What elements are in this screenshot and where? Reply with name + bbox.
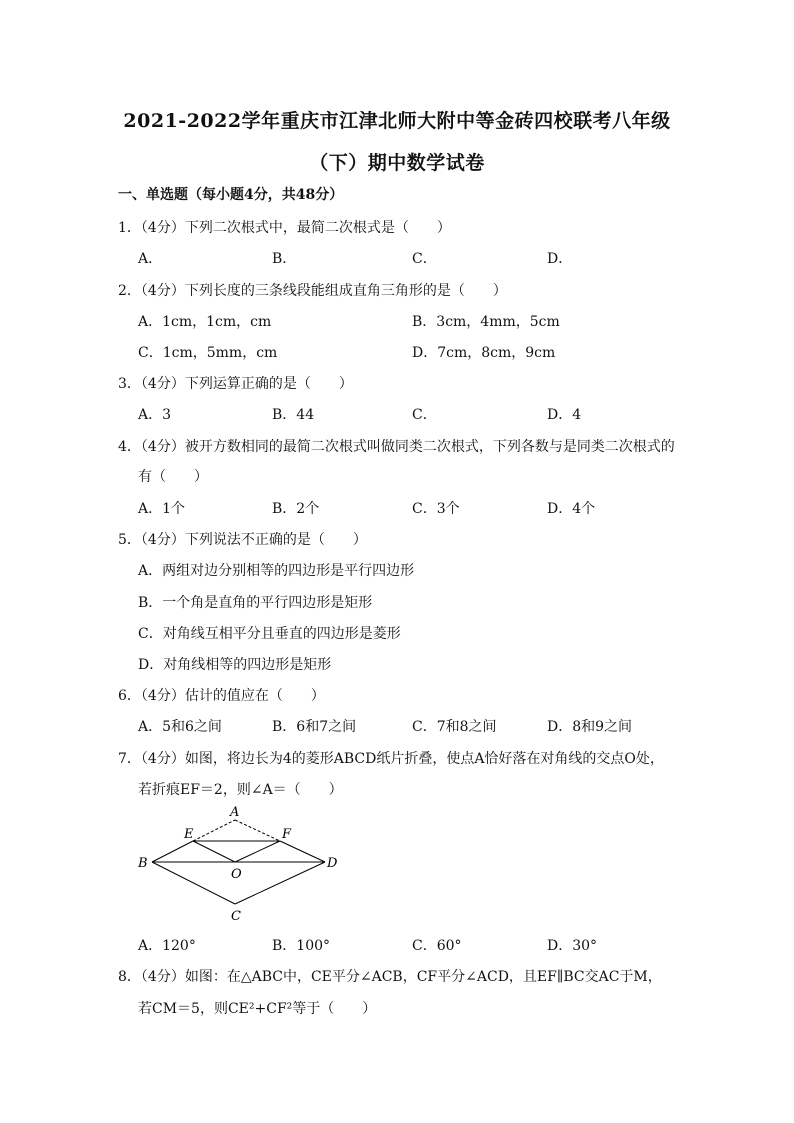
question-7-stem-line1: 7．（4分）如图，将边长为4的菱形ABCD纸片折叠，使点A恰好落在对角线的交点O处， — [118, 751, 664, 767]
question-4-stem-line2: 有（ ） — [138, 469, 208, 485]
question-6-option-c: C．7和8之间 — [412, 719, 497, 735]
question-6-option-d: D．8和9之间 — [547, 719, 633, 735]
question-2-option-a: A．1cm，1cm，cm — [138, 314, 272, 330]
question-7-option-c: C．60° — [412, 938, 462, 954]
exam-title-line2: （下）期中数学试卷 — [309, 152, 485, 174]
question-3-option-b: B．44 — [272, 407, 315, 423]
rhombus-side-be — [152, 841, 193, 862]
question-7-option-b: B．100° — [272, 938, 331, 954]
label-f: F — [282, 827, 292, 842]
segment-fo — [235, 841, 280, 862]
question-4-option-c: C．3个 — [412, 501, 460, 517]
rhombus-side-fd — [280, 841, 325, 862]
question-1-option-a: A． — [138, 251, 163, 267]
question-7-option-d: D．30° — [547, 938, 598, 954]
label-b: B — [138, 856, 148, 871]
question-4-option-b: B．2个 — [272, 501, 320, 517]
question-4-option-a: A．1个 — [138, 501, 186, 517]
question-2-stem: 2．（4分）下列长度的三条线段能组成直角三角形的是（ ） — [118, 283, 507, 299]
question-5-option-a: A．两组对边分别相等的四边形是平行四边形 — [138, 563, 415, 579]
question-2-option-b: B．3cm，4mm，5cm — [412, 314, 560, 330]
label-e: E — [184, 827, 194, 842]
question-3-option-c: C． — [412, 407, 437, 423]
question-3-option-a: A．3 — [138, 407, 172, 423]
dashed-af — [235, 820, 280, 841]
question-3-option-d: D．4 — [547, 407, 582, 423]
question-1-stem: 1．（4分）下列二次根式中，最简二次根式是（ ） — [118, 220, 451, 236]
question-1-option-b: B． — [272, 251, 297, 267]
rhombus-side-bc — [152, 862, 235, 904]
label-c: C — [231, 909, 241, 924]
section-heading: 一、单选题（每小题4分，共48分） — [118, 187, 344, 203]
rhombus-fold-figure — [130, 800, 350, 928]
question-2-option-c: C．1cm，5mm，cm — [138, 345, 278, 361]
question-1-option-c: C． — [412, 251, 437, 267]
question-3-stem: 3．（4分）下列运算正确的是（ ） — [118, 376, 353, 392]
exam-title-line1: 2021-2022学年重庆市江津北师大附中等金砖四校联考八年级 — [123, 110, 671, 132]
question-2-option-d: D．7cm，8cm，9cm — [412, 345, 556, 361]
question-6-option-a: A．5和6之间 — [138, 719, 222, 735]
label-o: O — [231, 867, 242, 882]
question-6-stem: 6．（4分）估计的值应在（ ） — [118, 688, 325, 704]
question-4-option-d: D．4个 — [547, 501, 596, 517]
question-4-stem-line1: 4．（4分）被开方数相同的最简二次根式叫做同类二次根式，下列各数与是同类二次根式的 — [118, 439, 675, 455]
dashed-ea — [193, 820, 235, 841]
label-a: A — [230, 805, 240, 820]
question-6-option-b: B．6和7之间 — [272, 719, 357, 735]
question-5-option-d: D．对角线相等的四边形是矩形 — [138, 657, 332, 673]
rhombus-side-cd — [235, 862, 325, 904]
segment-eo — [193, 841, 235, 862]
question-5-option-b: B．一个角是直角的平行四边形是矩形 — [138, 595, 373, 611]
label-d: D — [327, 856, 338, 871]
question-8-stem-line1: 8．（4分）如图：在△ABC中，CE平分∠ACB，CF平分∠ACD，且EF∥BC交AC于M， — [118, 969, 662, 985]
question-1-option-d: D． — [547, 251, 573, 267]
question-5-stem: 5．（4分）下列说法不正确的是（ ） — [118, 532, 367, 548]
question-5-option-c: C．对角线互相平分且垂直的四边形是菱形 — [138, 626, 401, 642]
question-7-stem-line2: 若折痕EF＝2，则∠A＝（ ） — [138, 782, 343, 798]
question-8-stem-line2: 若CM＝5，则CE²+CF²等于（ ） — [138, 1001, 377, 1017]
question-7-option-a: A．120° — [138, 938, 196, 954]
